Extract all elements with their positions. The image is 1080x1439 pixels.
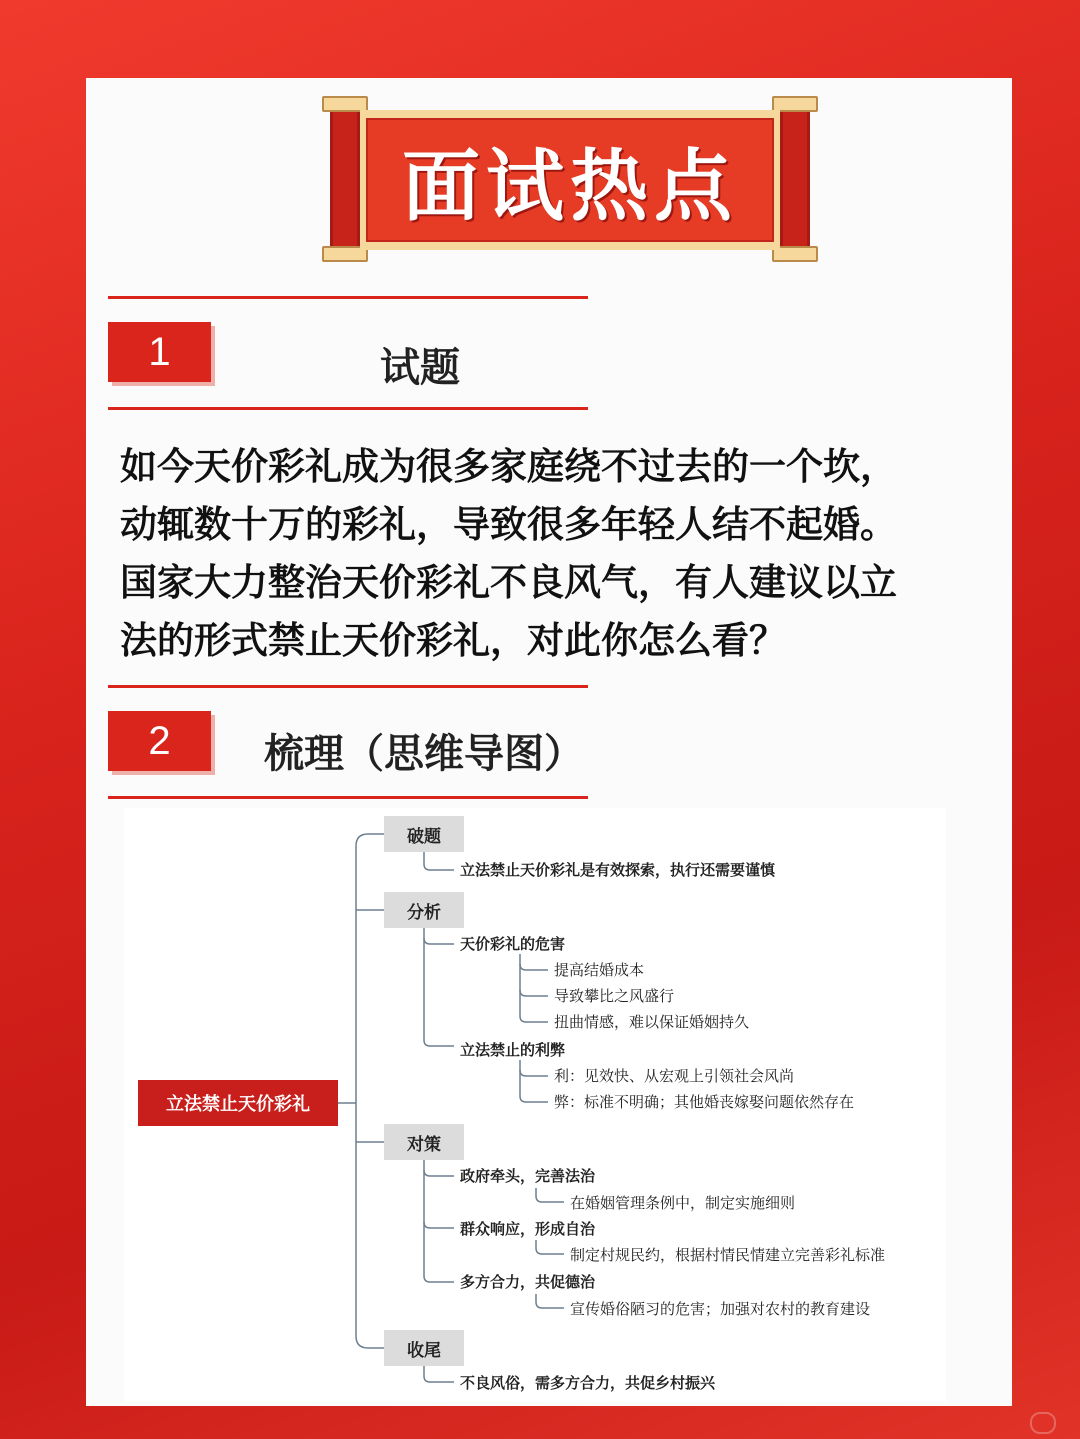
node-text: 政府牵头，完善法治 xyxy=(460,1167,596,1185)
scroll-inner xyxy=(366,118,774,242)
scroll-rod-left xyxy=(330,100,360,260)
branch-fenxi: 分析 xyxy=(384,892,464,928)
node-text: 天价彩礼的危害 xyxy=(460,935,566,953)
divider xyxy=(108,407,588,410)
branch-duice: 对策 xyxy=(384,1124,464,1160)
branch-poti: 破题 xyxy=(384,816,464,852)
node-text: 立法禁止的利弊 xyxy=(460,1041,566,1059)
scroll-body xyxy=(360,110,780,250)
question-line: 如今天价彩礼成为很多家庭绕不过去的一个坎， xyxy=(120,444,897,488)
scroll-rod-right xyxy=(780,100,810,260)
mind-map-root: 立法禁止天价彩礼 xyxy=(138,1080,338,1126)
node-text: 导致攀比之风盛行 xyxy=(554,987,675,1005)
section-2-number: 2 xyxy=(108,711,211,771)
node-text: 在婚姻管理条例中，制定实施细则 xyxy=(570,1194,796,1212)
watermark-icon xyxy=(1030,1412,1056,1434)
divider xyxy=(108,685,588,688)
question-line: 国家大力整治天价彩礼不良风气，有人建议以立 xyxy=(120,560,897,604)
question-line: 动辄数十万的彩礼，导致很多年轻人结不起婚。 xyxy=(120,502,897,546)
divider xyxy=(108,796,588,799)
node-text: 弊：标准不明确；其他婚丧嫁娶问题依然存在 xyxy=(554,1093,855,1111)
section-1-number: 1 xyxy=(108,322,211,382)
banner-title: 面试热点 xyxy=(401,141,738,232)
mind-map xyxy=(124,808,946,1402)
section-2-title: 梳理（思维导图） xyxy=(264,731,584,777)
node-text: 立法禁止天价彩礼是有效探索，执行还需要谨慎 xyxy=(460,861,776,879)
question-line: 法的形式禁止天价彩礼，对此你怎么看？ xyxy=(120,618,786,662)
node-text: 不良风俗，需多方合力，共促乡村振兴 xyxy=(460,1374,716,1392)
node-text: 宣传婚俗陋习的危害；加强对农村的教育建设 xyxy=(570,1300,871,1318)
divider xyxy=(108,296,588,299)
title-banner xyxy=(322,96,822,264)
section-1-title: 试题 xyxy=(380,345,460,391)
node-text: 多方合力，共促德治 xyxy=(460,1273,596,1291)
question-text xyxy=(120,437,1000,669)
node-text: 提高结婚成本 xyxy=(554,961,645,979)
node-text: 利：见效快、从宏观上引领社会风尚 xyxy=(554,1067,795,1085)
node-text: 制定村规民约，根据村情民情建立完善彩礼标准 xyxy=(570,1246,886,1264)
node-text: 群众响应，形成自治 xyxy=(460,1220,596,1238)
node-text: 扭曲情感，难以保证婚姻持久 xyxy=(554,1013,750,1031)
branch-shouwei: 收尾 xyxy=(384,1330,464,1366)
